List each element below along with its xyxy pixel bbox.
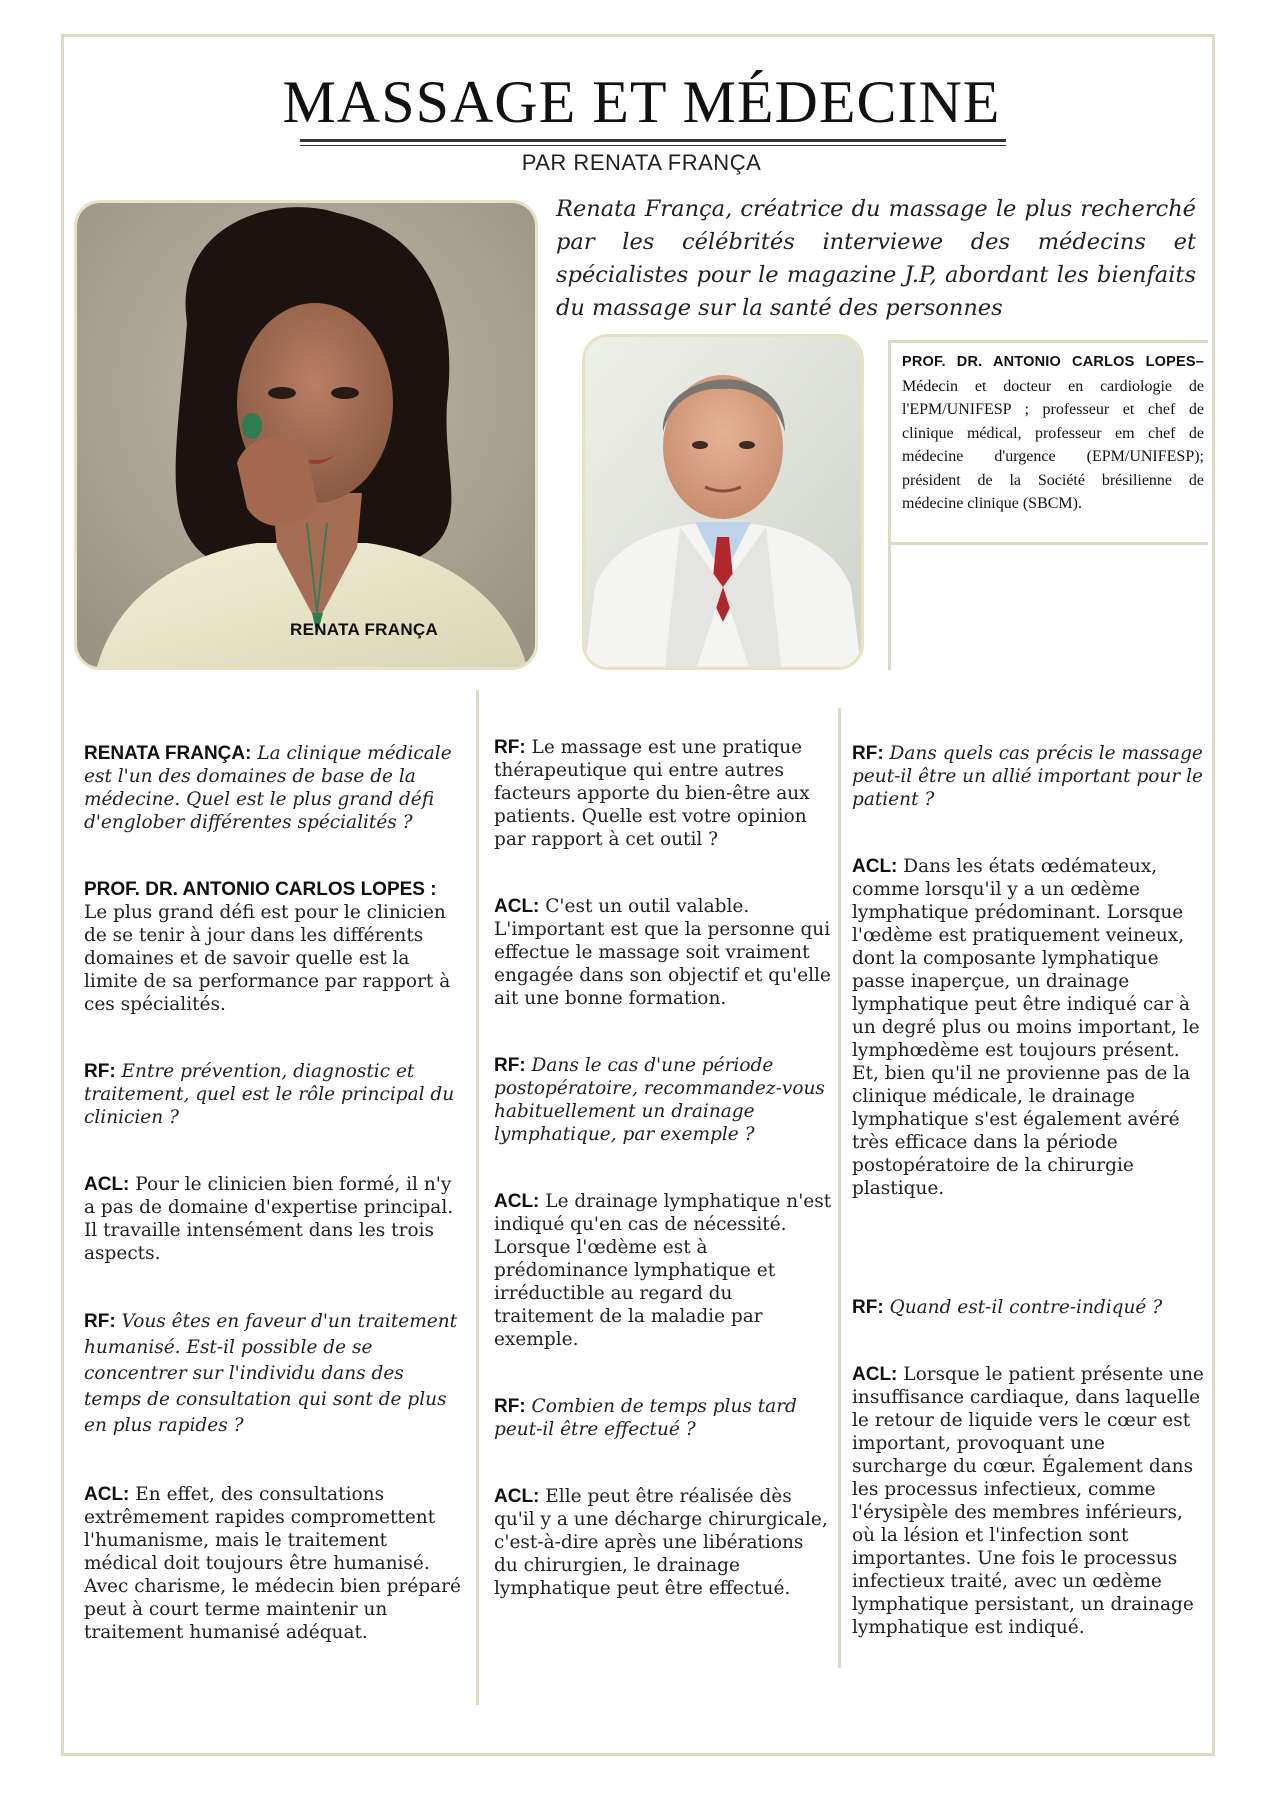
title-rule-thin xyxy=(300,145,1006,146)
interview-question: RF: Combien de temps plus tard peut-il être effectué ? xyxy=(494,1396,797,1440)
antonio-carlos-lopes-photo xyxy=(582,334,864,670)
intro-paragraph: Renata França, créatrice du massage le plus recherché par les célébrités interviewe des médecins et spécialistes pour le magazine J.P, abordant les bienfaits du massage sur la santé des personnes xyxy=(556,196,1196,321)
title-rule xyxy=(300,139,1006,142)
interview-answer: ACL: Dans les états œdémateux, comme lorsqu'il y a un œdème lymphatique prédominant. Lorsque l'œdème est pratiquement veineux, dont la composante lymphatique passe inaperçue, un drainage lymphatique peut être indiqué car à un degré plus ou moins important, le lymphœdème est toujours présent. Et, bien qu'il ne provienne pas de la clinique médicale, le drainage lymphatique s'est également avéré très efficace dans la période postopératoire de la chirurgie plastique. xyxy=(852,856,1200,1199)
speaker-label: RF: xyxy=(852,1297,884,1318)
interview-question: RF: Entre prévention, diagnostic et traitement, quel est le rôle principal du clinicien ? xyxy=(84,1061,455,1128)
bio-divider-vertical xyxy=(888,340,891,670)
byline: PAR RENATA FRANÇA xyxy=(521,150,762,175)
interview-column-2 xyxy=(494,736,832,1644)
speaker-label: ACL: xyxy=(494,1486,540,1507)
interview-question: RENATA FRANÇA: La clinique médicale est l'un des domaines de base de la médecine. Quel est le plus grand défi d'englober différentes spécialités ? xyxy=(84,743,452,833)
photo-caption: RENATA FRANÇA xyxy=(290,620,439,639)
renata-franca-photo xyxy=(74,200,538,670)
speaker-label: RF: xyxy=(852,743,884,764)
column-divider-1 xyxy=(476,690,479,1705)
speaker-label: RF: xyxy=(494,737,526,758)
speaker-label: ACL: xyxy=(84,1174,130,1195)
speaker-label: ACL: xyxy=(494,1191,540,1212)
interview-question: RF: Vous êtes en faveur d'un traitement humanisé. Est-il possible de se concentrer sur l'individu dans des temps de consultation qui sont de plus en plus rapides ? xyxy=(84,1311,458,1436)
doctor-credentials: Médecin et docteur en cardiologie de l'EPM/UNIFESP ; professeur et chef de clinique médical, professeur em chef de médecine d'urgence (EPM/UNIFESP); président de la Société brésilienne de médecine clinique (SBCM). xyxy=(902,377,1204,512)
speaker-label: RF: xyxy=(84,1061,116,1082)
interview-answer: ACL: Lorsque le patient présente une insuffisance cardiaque, dans laquelle le retour de liquide vers le cœur est important, provoquant une surcharge du cœur. Également dans les processus infectieux, comme l'érysipèle des membres inférieurs, où la lésion et l'infection sont importantes. Une fois le processus infectieux traité, avec un œdème lymphatique persistant, un drainage lymphatique est indiqué. xyxy=(852,1364,1204,1638)
column-divider-2 xyxy=(838,708,841,1668)
interview-column-3 xyxy=(852,742,1204,1683)
interview-question: RF: Le massage est une pratique thérapeutique qui entre autres facteurs apporte du bien-être aux patients. Quelle est votre opinion par rapport à cet outil ? xyxy=(494,737,810,850)
interview-answer: ACL: Pour le clinicien bien formé, il n'y a pas de domaine d'expertise principal. Il travaille intensément dans les trois aspects. xyxy=(84,1174,454,1264)
speaker-label: ACL: xyxy=(84,1484,130,1505)
speaker-label: RF: xyxy=(494,1396,526,1417)
interview-answer: PROF. DR. ANTONIO CARLOS LOPES : Le plus grand défi est pour le clinicien de se tenir à jour dans les différents domaines et de savoir quelle est la limite de sa performance par rapport à ces spécialités. xyxy=(84,879,451,1015)
speaker-label: RF: xyxy=(84,1311,116,1332)
interview-answer: ACL: C'est un outil valable. L'important est que la personne qui effectue le massage soit vraiment engagée dans son objectif et qu'elle ait une bonne formation. xyxy=(494,896,831,1009)
speaker-label: ACL: xyxy=(852,856,898,877)
speaker-label: RENATA FRANÇA: xyxy=(84,743,252,764)
doctor-name: PROF. DR. ANTONIO CARLOS LOPES– xyxy=(902,354,1204,370)
doctor-bio xyxy=(902,350,1204,516)
interview-column-1 xyxy=(84,742,464,1688)
speaker-label: RF: xyxy=(494,1055,526,1076)
bio-divider-top xyxy=(888,340,1208,343)
interview-answer: ACL: En effet, des consultations extrêmement rapides compromettent l'humanisme, mais le traitement médical doit toujours être humanisé. Avec charisme, le médecin bien préparé peut à court terme maintenir un traitement humanisé adéquat. xyxy=(84,1484,461,1643)
interview-answer: ACL: Le drainage lymphatique n'est indiqué qu'en cas de nécessité. Lorsque l'œdème est à prédominance lymphatique et irréductible au regard du traitement de la maladie par exemple. xyxy=(494,1191,832,1350)
interview-question: RF: Dans le cas d'une période postopératoire, recommandez-vous habituellement un drainage lymphatique, par exemple ? xyxy=(494,1055,825,1145)
interview-question: RF: Quand est-il contre-indiqué ? xyxy=(852,1297,1163,1318)
interview-question: RF: Dans quels cas précis le massage peut-il être un allié important pour le patient ? xyxy=(852,743,1203,810)
speaker-label: PROF. DR. ANTONIO CARLOS LOPES : xyxy=(84,879,437,900)
page-title: MASSAGE ET MÉDECINE xyxy=(282,69,1001,135)
bio-divider-bottom xyxy=(888,542,1208,545)
speaker-label: ACL: xyxy=(852,1364,898,1385)
speaker-label: ACL: xyxy=(494,896,540,917)
interview-answer: ACL: Elle peut être réalisée dès qu'il y a une décharge chirurgicale, c'est-à-dire après une libérations du chirurgien, le drainage lymphatique peut être effectué. xyxy=(494,1486,828,1599)
